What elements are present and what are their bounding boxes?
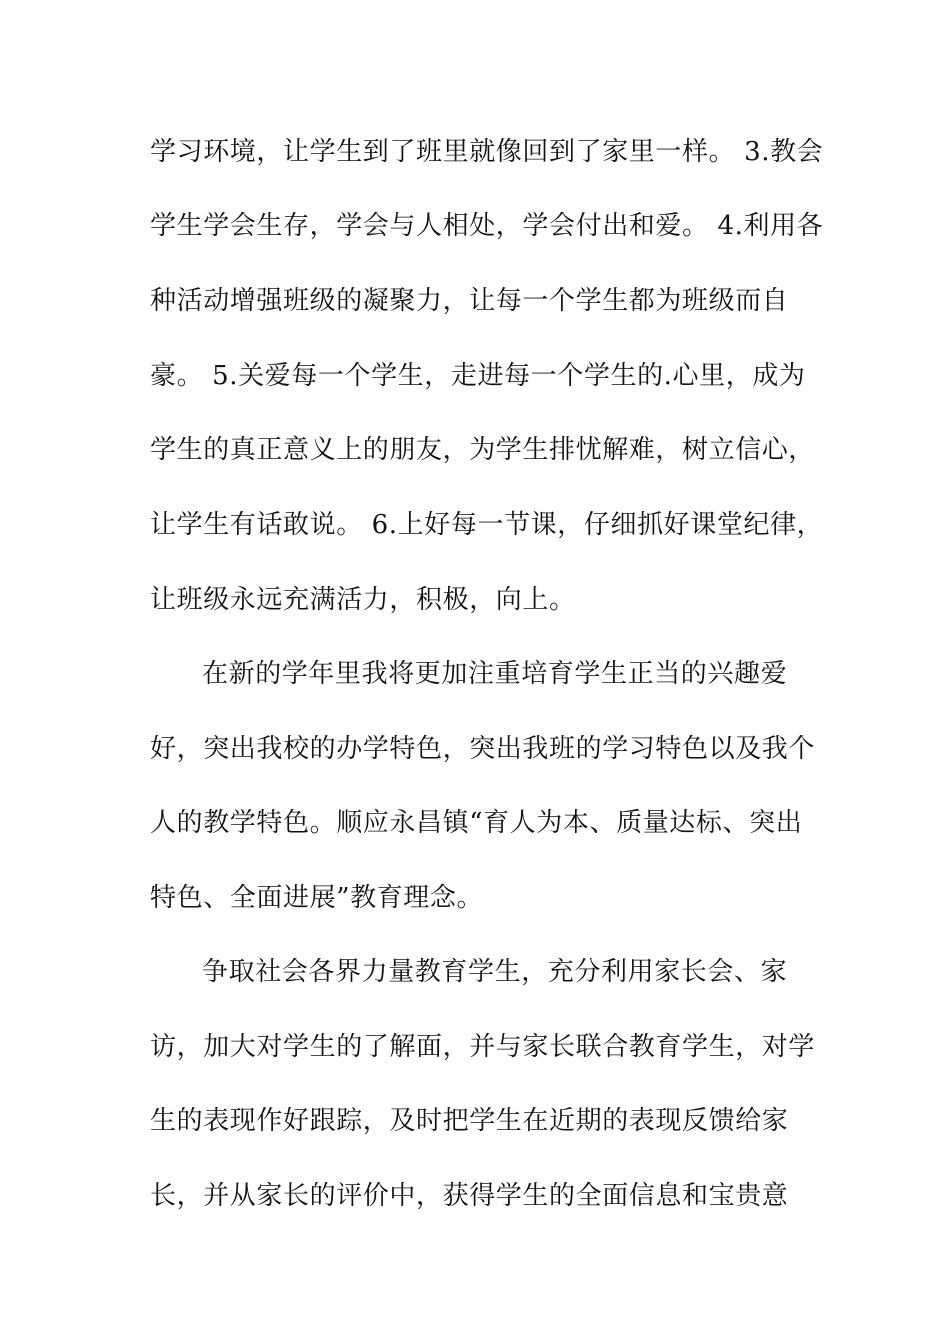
text-line: 人的教学特色。顺应永昌镇“育人为本、质量达标、突出 [150,808,803,838]
text-line: 访，加大对学生的了解面，并与家长联合教育学生，对学 [150,1032,816,1062]
text-line: 学生的真正意义上的朋友，为学生排忧解难，树立信心， [150,435,816,465]
text-line: 特色、全面进展”教育理念。 [150,883,484,913]
text-line: 生的表现作好跟踪，及时把学生在近期的表现反馈给家 [150,1106,789,1136]
paragraph-first-line: 争取社会各界力量教育学生，充分利用家长会、家 [202,957,788,987]
text-line: 好，突出我校的办学特色，突出我班的学习特色以及我个 [150,734,816,764]
text-line: 豪。 5.关爱每一个学生，走进每一个学生的.心里，成为 [150,361,806,391]
text-line: 种活动增强班级的凝聚力，让每一个学生都为班级而自 [150,286,789,316]
text-line: 长，并从家长的评价中，获得学生的全面信息和宝贵意 [150,1181,789,1211]
text-line: 让班级永远充满活力，积极，向上。 [150,585,576,615]
paragraph-first-line: 在新的学年里我将更加注重培育学生正当的兴趣爱 [202,659,788,689]
text-line: 学习环境，让学生到了班里就像回到了家里一样。 3.教会 [150,137,824,167]
text-line: 学生学会生存，学会与人相处，学会付出和爱。 4.利用各 [150,211,824,241]
text-line: 让学生有话敢说。 6.上好每一节课，仔细抓好课堂纪律， [150,510,824,540]
